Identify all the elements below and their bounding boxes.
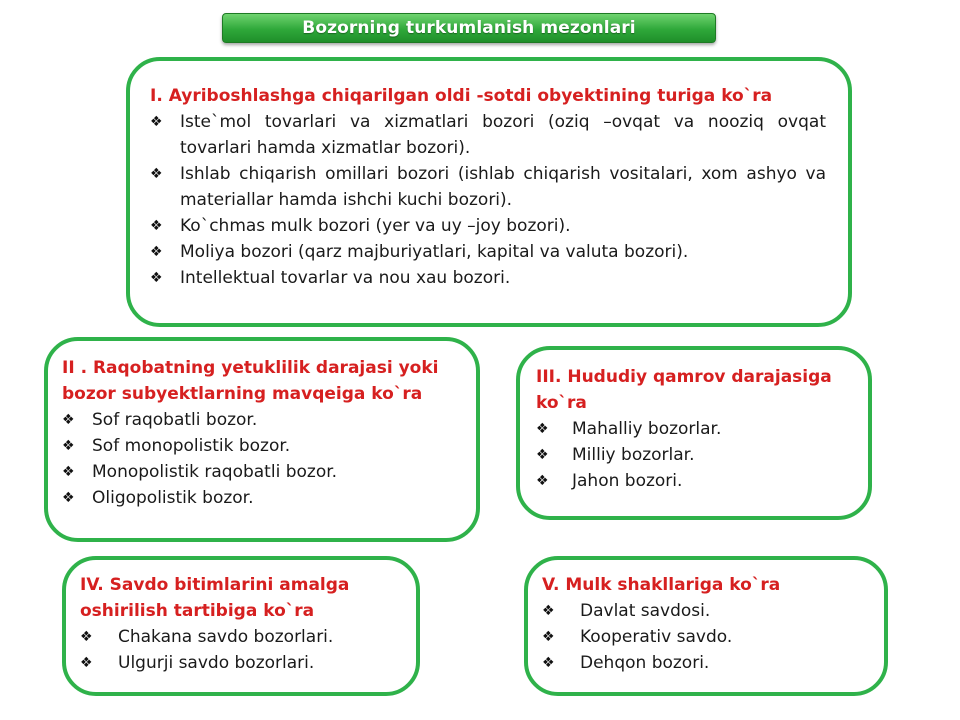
list-item-text: Mahalliy bozorlar. [572, 419, 722, 439]
diamond-bullet-icon: ❖ [536, 421, 549, 437]
list-item-text: Dehqon bozori. [580, 653, 710, 673]
diamond-bullet-icon: ❖ [536, 447, 549, 463]
diamond-bullet-icon: ❖ [150, 166, 163, 182]
list-item [150, 213, 826, 239]
list-item-text: Ko`chmas mulk bozori (yer va uy –joy bozori). [180, 216, 571, 236]
list-item-text: Milliy bozorlar. [572, 445, 695, 465]
list-item [62, 433, 464, 459]
diamond-bullet-icon: ❖ [150, 270, 163, 286]
list-item [150, 239, 826, 265]
list-item [62, 485, 464, 511]
list-item [536, 442, 856, 468]
list-item [536, 416, 856, 442]
list-item-text: Jahon bozori. [572, 471, 683, 491]
list-item-text: Davlat savdosi. [580, 601, 711, 621]
diamond-bullet-icon: ❖ [62, 490, 75, 506]
criteria-box-2 [44, 337, 480, 542]
diamond-bullet-icon: ❖ [542, 603, 555, 619]
page-title: Bozorning turkumlanish mezonlari [302, 18, 636, 38]
box-heading: I. Ayriboshlashga chiqarilgan oldi -sotdi obyektining turiga ko`ra [150, 86, 773, 106]
diamond-bullet-icon: ❖ [62, 464, 75, 480]
box-heading: V. Mulk shakllariga ko`ra [542, 575, 781, 595]
list-item [150, 109, 826, 161]
diamond-bullet-icon: ❖ [80, 629, 93, 645]
criteria-box-4 [62, 556, 420, 696]
title-banner [222, 13, 716, 43]
diamond-bullet-icon: ❖ [542, 629, 555, 645]
list-item [80, 624, 406, 650]
list-item [62, 407, 464, 433]
diamond-bullet-icon: ❖ [62, 438, 75, 454]
list-item [80, 650, 406, 676]
list-item-text: Monopolistik raqobatli bozor. [92, 462, 338, 482]
list-item-text: Ishlab chiqarish omillari bozori (ishlab chiqarish vositalari, xom ashyo va materiallar hamda ishchi kuchi bozori). [180, 164, 826, 210]
list-item-text: Iste`mol tovarlari va xizmatlari bozori (oziq –ovqat va nooziq ovqat tovarlari hamda xizmatlar bozori). [180, 112, 826, 158]
list-item [62, 459, 464, 485]
criteria-box-5 [524, 556, 888, 696]
list-item-text: Kooperativ savdo. [580, 627, 733, 647]
list-item-text: Oligopolistik bozor. [92, 488, 254, 508]
box-heading: IV. Savdo bitimlarini amalga oshirilish tartibiga ko`ra [80, 575, 350, 621]
diamond-bullet-icon: ❖ [80, 655, 93, 671]
list-item [150, 161, 826, 213]
box-heading: II . Raqobatning yetuklilik darajasi yoki bozor subyektlarning mavqeiga ko`ra [62, 358, 439, 404]
diamond-bullet-icon: ❖ [150, 244, 163, 260]
box-heading: III. Hududiy qamrov darajasiga ko`ra [536, 367, 832, 413]
diamond-bullet-icon: ❖ [150, 218, 163, 234]
criteria-box-1 [126, 57, 852, 327]
list-item-text: Sof raqobatli bozor. [92, 410, 258, 430]
list-item [542, 624, 874, 650]
list-item [536, 468, 856, 494]
list-item [542, 598, 874, 624]
list-item [542, 650, 874, 676]
criteria-box-3 [516, 346, 872, 520]
diamond-bullet-icon: ❖ [62, 412, 75, 428]
list-item [150, 265, 826, 291]
list-item-text: Chakana savdo bozorlari. [118, 627, 334, 647]
list-item-text: Ulgurji savdo bozorlari. [118, 653, 315, 673]
diamond-bullet-icon: ❖ [536, 473, 549, 489]
list-item-text: Sof monopolistik bozor. [92, 436, 291, 456]
diamond-bullet-icon: ❖ [150, 114, 163, 130]
list-item-text: Intellektual tovarlar va nou xau bozori. [180, 268, 511, 288]
list-item-text: Moliya bozori (qarz majburiyatlari, kapital va valuta bozori). [180, 242, 689, 262]
diamond-bullet-icon: ❖ [542, 655, 555, 671]
